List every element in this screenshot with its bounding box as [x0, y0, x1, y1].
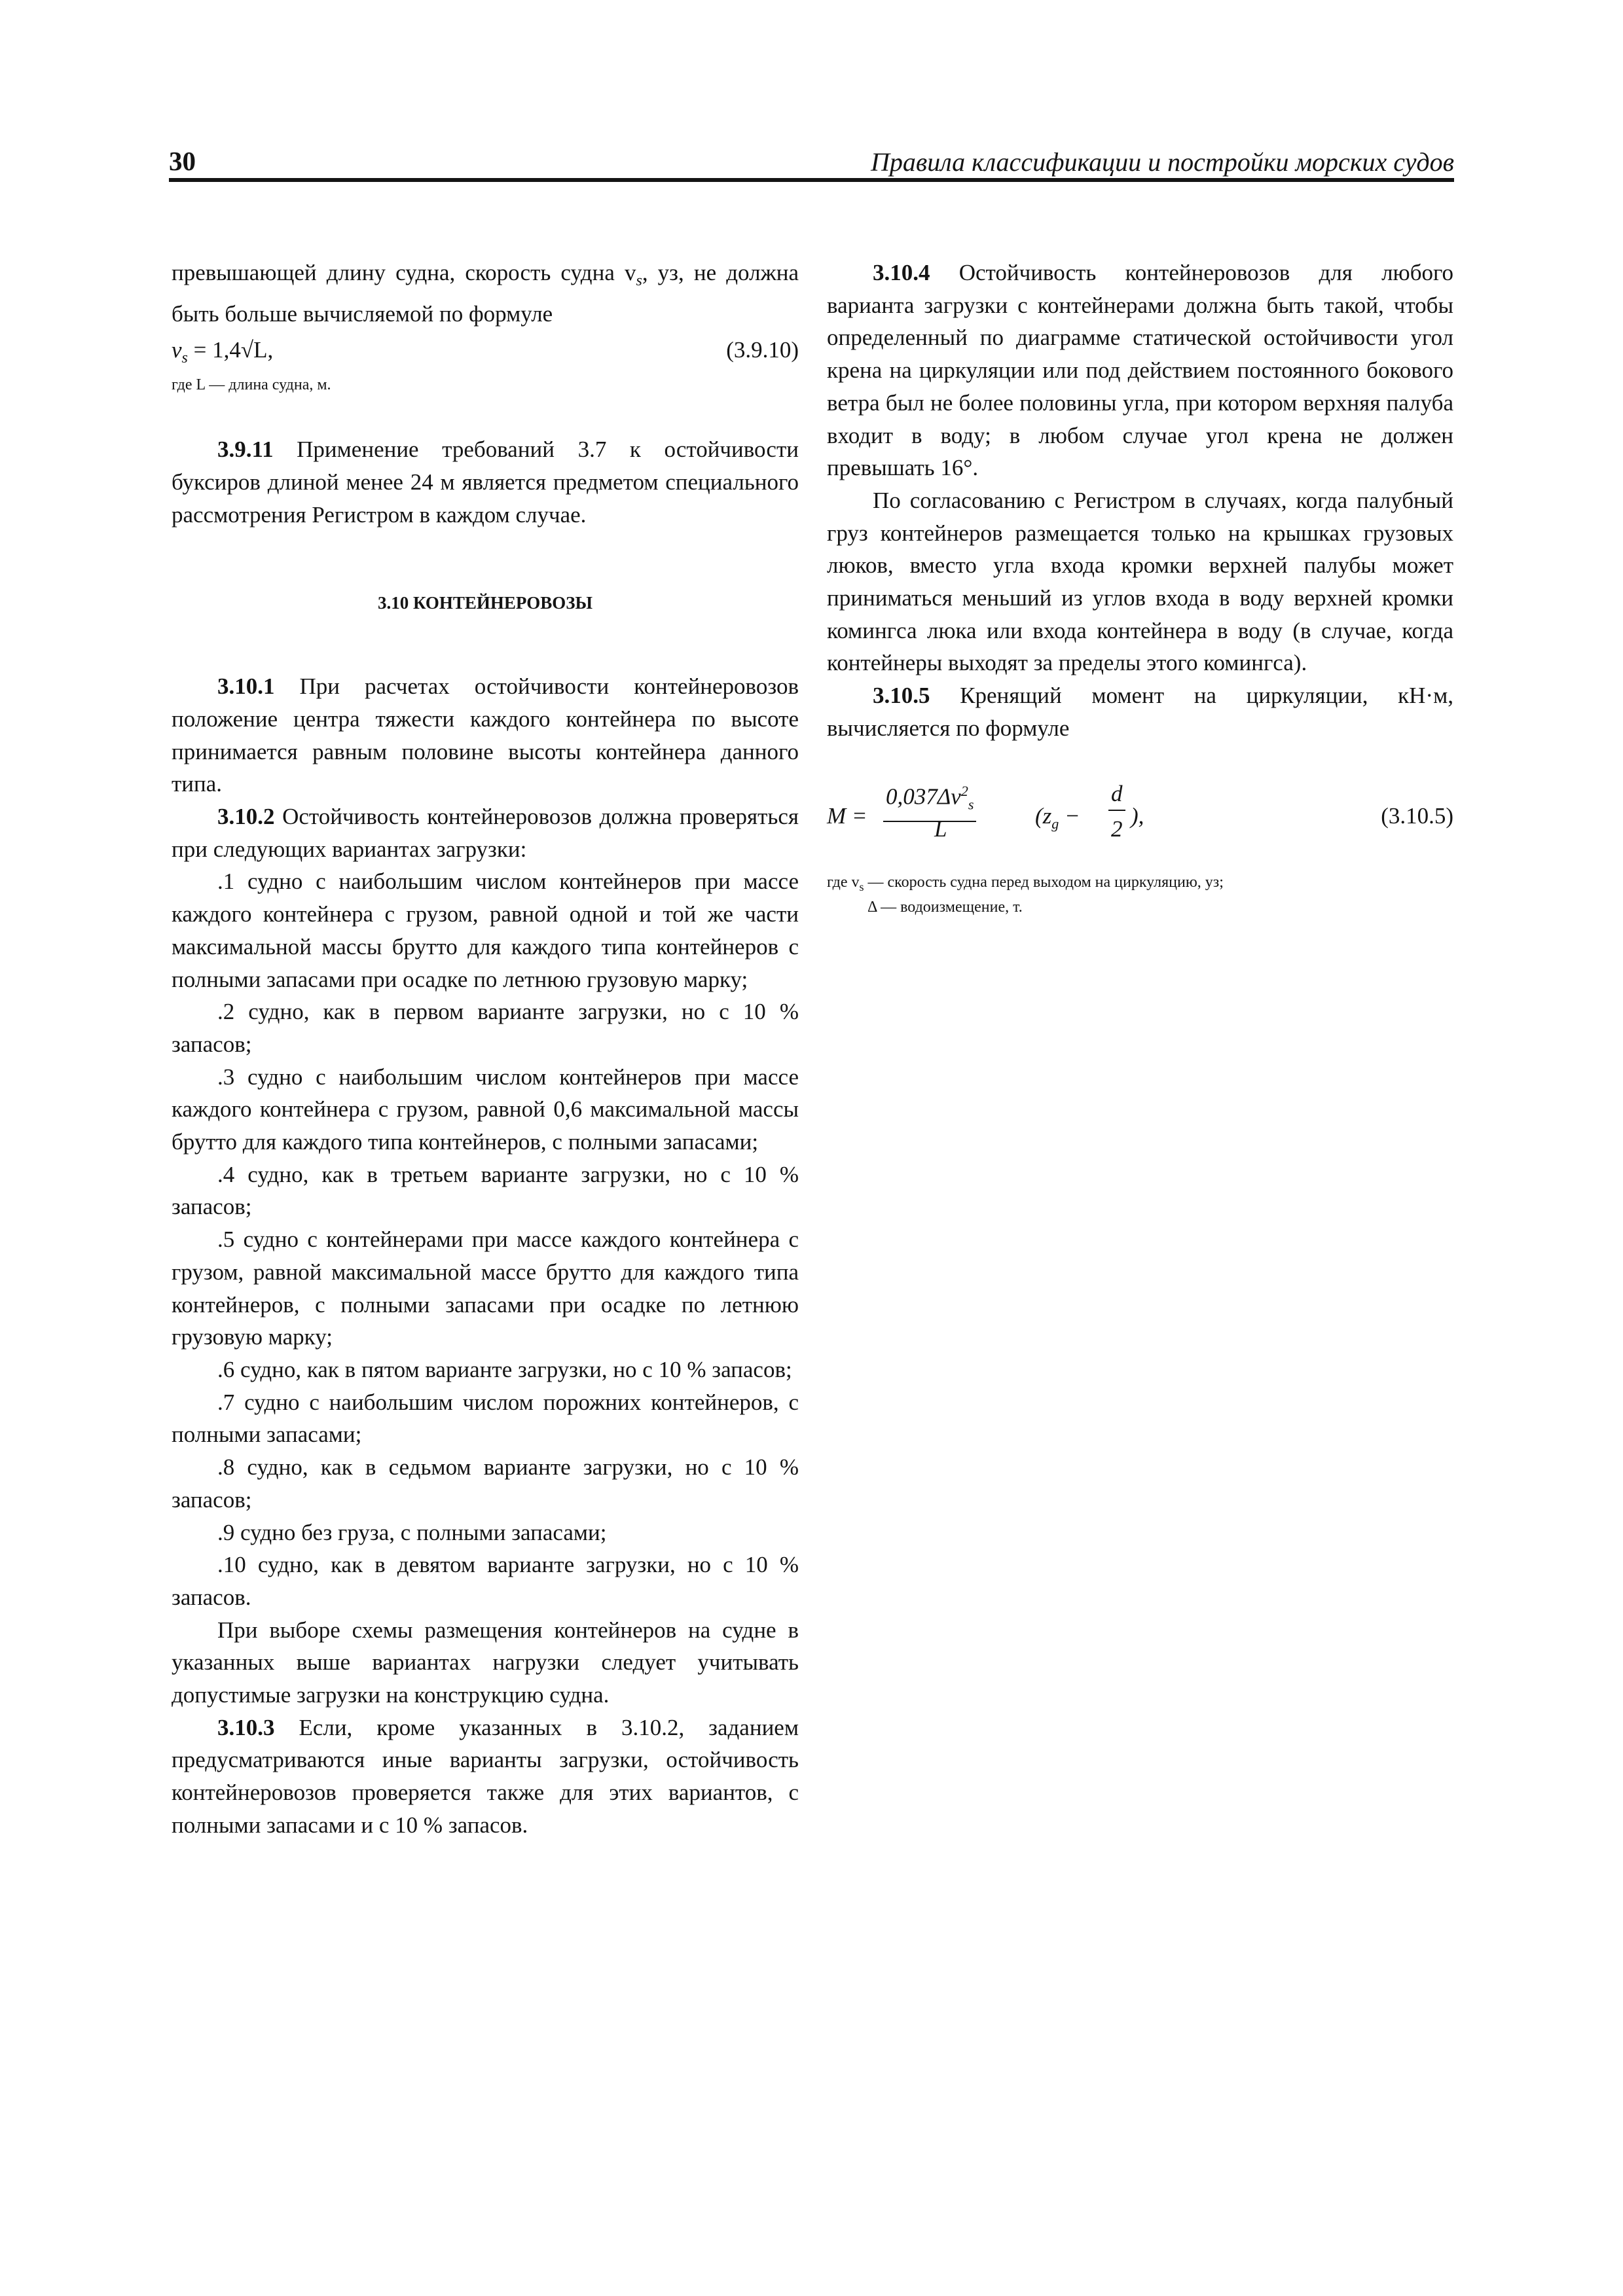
- formula-where-displacement: Δ — водоизмещение, т.: [867, 899, 1023, 916]
- list-item: .6 судно, как в пятом варианте загрузки, но с 10 % запасов;: [217, 1356, 792, 1382]
- list-item: .3 судно с наибольшим числом контейнеров при массе каждого контейнера с грузом, равной 0,6 максимальной массы брутто для каждого типа контейнеров, с полными запасами;: [172, 1064, 799, 1155]
- list-item: .4 судно, как в третьем варианте загрузки, но с 10 % запасов;: [172, 1161, 799, 1220]
- list-item: .5 судно с контейнерами при массе каждого контейнера с грузом, равной максимальной массе брутто для каждого типа контейнеров, с полными запасами при осадке по летнюю грузовую марку;: [172, 1227, 799, 1350]
- paragraph-3-10-3: 3.10.3 Если, кроме указанных в 3.10.2, заданием предусматриваются иные варианты загрузки, остойчивость контейнеровозов проверяется также для этих вариантов, с полными запасами и с 10 % запасов.: [172, 1714, 799, 1838]
- running-title: Правила классификации и постройки морских судов: [870, 147, 1454, 177]
- paragraph-3-10-4: 3.10.4 Остойчивость контейнеровозов для любого варианта загрузки с контейнерами должна быть такой, чтобы определенный по диаграмме статической остойчивости угол крена на циркуляции или под действием постоянного бокового ветра был не более половины угла, при котором верхняя палуба входит в воду; в любом случае угол крена не должен превышать 16°.: [827, 260, 1453, 481]
- page-number: 30: [169, 146, 196, 176]
- formula-where: где L — длина судна, м.: [172, 376, 331, 394]
- formula-where-speed: где $v_s$ — скорость судна перед выходом на циркуляцию, уз;: [827, 873, 1224, 893]
- left-column: [172, 257, 799, 1842]
- formula-bracket: ($z_g$ −: [1035, 802, 1080, 832]
- paragraph-agreement: По согласованию с Регистром в случаях, когда палубный груз контейнеров размещается только на крышках грузовых люков, вместо угла входа кромки верхней палубы может приниматься меньший из углов входа в воду верхней кромки комингса люка или входа контейнера в воду (в случае, когда контейнеры выходят за пределы этого комингса).: [827, 487, 1453, 676]
- formula-denominator: L: [934, 816, 947, 842]
- equation-number: (3.9.10): [726, 337, 799, 363]
- formula-3-10-5: M = $0,037\Delta v^2_s$ L ($z_g$ − d 2 ), (3.10.5): [827, 771, 1453, 850]
- list-item: .1 судно с наибольшим числом контейнеров при массе каждого контейнера с грузом, равной одной и той же части максимальной массы брутто для каждого типа контейнеров с полными запасами при осадке по летнюю грузовую марку;: [172, 869, 799, 992]
- continuation-paragraph: превышающей длину судна, скорость судна $v_s$, уз, не должна быть больше вычисляемой по формуле: [172, 260, 799, 327]
- paragraph-3-10-5: 3.10.5 Кренящий момент на циркуляции, кН·м, вычисляется по формуле: [827, 683, 1453, 741]
- formula-two: 2: [1111, 816, 1123, 842]
- right-column: [827, 257, 1453, 918]
- list-item: .7 судно с наибольшим числом порожних контейнеров, с полными запасами;: [172, 1389, 799, 1448]
- paragraph-3-9-11: 3.9.11 Применение требований 3.7 к остойчивости буксиров длиной менее 24 м является предметом специального рассмотрения Регистром в каждом случае.: [172, 437, 799, 528]
- header-rule: [169, 178, 1454, 182]
- list-item: .9 судно без груза, с полными запасами;: [217, 1519, 607, 1545]
- formula-3-9-10: $v_s = 1,4√L$, (3.9.10): [172, 334, 799, 372]
- paragraph-scheme: При выборе схемы размещения контейнеров на судне в указанных выше вариантах нагрузки следует учитывать допустимые загрузки на конструкцию судна.: [172, 1617, 799, 1708]
- list-item: .8 судно, как в седьмом варианте загрузки, но с 10 % запасов;: [172, 1454, 799, 1513]
- list-item: .2 судно, как в первом варианте загрузки, но с 10 % запасов;: [172, 999, 799, 1057]
- equation-number: (3.10.5): [1381, 802, 1453, 829]
- paragraph-3-10-1: 3.10.1 При расчетах остойчивости контейнеровозов положение центра тяжести каждого контейнера по высоте принимается равным половине высоты контейнера данного типа.: [172, 673, 799, 797]
- paragraph-3-10-2: 3.10.2 Остойчивость контейнеровозов должна проверяться при следующих вариантах загрузки:: [172, 804, 799, 862]
- formula-numerator: $0,037\Delta v^2_s$: [883, 775, 976, 822]
- list-item: .10 судно, как в девятом варианте загрузки, но с 10 % запасов.: [172, 1552, 799, 1610]
- section-heading: 3.10 КОНТЕЙНЕРОВОЗЫ: [377, 592, 593, 613]
- formula-d: d: [1108, 778, 1125, 812]
